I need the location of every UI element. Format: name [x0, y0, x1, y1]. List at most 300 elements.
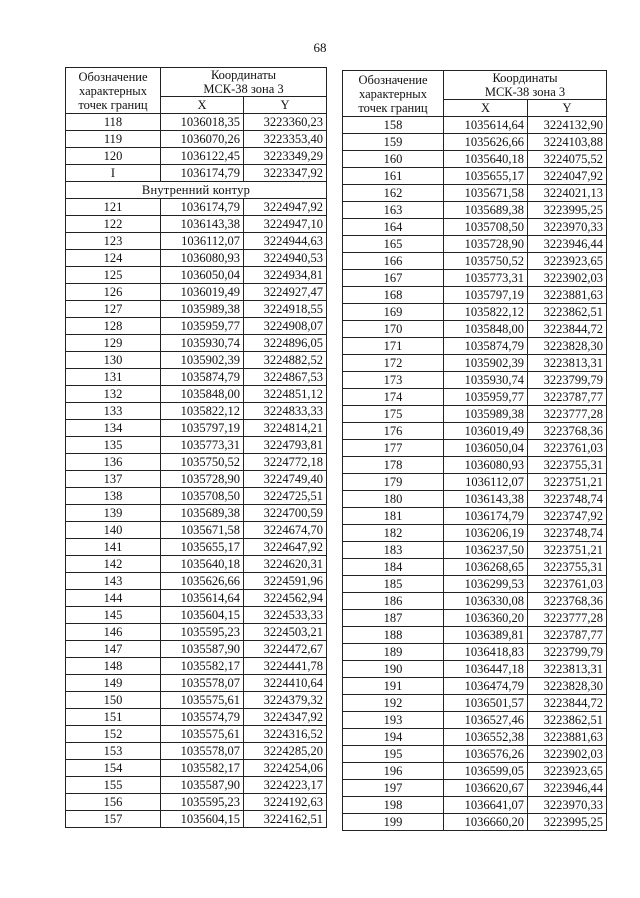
point-id-cell: 172: [343, 355, 444, 372]
table-row: [66, 199, 327, 216]
table-row: [66, 131, 327, 148]
x-coordinate-cell: 1036112,07: [161, 233, 244, 250]
y-coordinate-cell: 3223881,63: [528, 287, 607, 304]
x-coordinate-cell: 1035848,00: [444, 321, 528, 338]
point-id-cell: 133: [66, 403, 161, 420]
table-row: [66, 607, 327, 624]
point-id-cell: 173: [343, 372, 444, 389]
y-coordinate-cell: 3224162,51: [244, 811, 327, 828]
x-coordinate-cell: 1035959,77: [161, 318, 244, 335]
x-coordinate-cell: 1035728,90: [161, 471, 244, 488]
coordinates-column-header: [161, 68, 327, 97]
x-coordinate-cell: 1035989,38: [444, 406, 528, 423]
point-id-cell: 134: [66, 420, 161, 437]
point-id-cell: 155: [66, 777, 161, 794]
point-id-cell: 165: [343, 236, 444, 253]
table-row: [343, 695, 607, 712]
x-coordinate-cell: 1035728,90: [444, 236, 528, 253]
y-coordinate-cell: 3224940,53: [244, 250, 327, 267]
x-coordinate-cell: 1036599,05: [444, 763, 528, 780]
point-id-cell: 169: [343, 304, 444, 321]
table-row: [66, 709, 327, 726]
table-row: [66, 794, 327, 811]
x-coordinate-cell: 1035582,17: [161, 760, 244, 777]
y-coordinate-cell: 3224947,92: [244, 199, 327, 216]
point-id-cell: 126: [66, 284, 161, 301]
point-id-cell: 123: [66, 233, 161, 250]
x-coordinate-cell: 1036122,45: [161, 148, 244, 165]
x-coordinate-cell: 1035626,66: [444, 134, 528, 151]
table-row: [66, 284, 327, 301]
y-coordinate-cell: 3224700,59: [244, 505, 327, 522]
point-id-cell: 174: [343, 389, 444, 406]
y-coordinate-cell: 3223799,79: [528, 372, 607, 389]
y-coordinate-cell: 3224918,55: [244, 301, 327, 318]
x-coordinate-cell: 1036050,04: [161, 267, 244, 284]
table-row: [343, 678, 607, 695]
y-column-header: Y: [244, 97, 327, 114]
table-row: [343, 712, 607, 729]
x-coordinate-cell: 1036019,49: [444, 423, 528, 440]
x-coordinate-cell: 1035587,90: [161, 641, 244, 658]
point-id-cell: 120: [66, 148, 161, 165]
y-coordinate-cell: 3223881,63: [528, 729, 607, 746]
point-id-cell: 168: [343, 287, 444, 304]
point-id-cell: 193: [343, 712, 444, 729]
y-coordinate-cell: 3224867,53: [244, 369, 327, 386]
table-row: [343, 474, 607, 491]
table-row: [343, 542, 607, 559]
point-id-cell: 139: [66, 505, 161, 522]
table-row: [343, 610, 607, 627]
x-coordinate-cell: 1036474,79: [444, 678, 528, 695]
x-coordinate-cell: 1035989,38: [161, 301, 244, 318]
table-row: [66, 658, 327, 675]
x-coordinate-cell: 1036143,38: [444, 491, 528, 508]
y-coordinate-cell: 3223828,30: [528, 678, 607, 695]
x-coordinate-cell: 1036080,93: [161, 250, 244, 267]
table-row: [343, 763, 607, 780]
x-coordinate-cell: 1036552,38: [444, 729, 528, 746]
point-column-header: [343, 71, 444, 117]
x-column-header: X: [444, 100, 528, 117]
coord-header-line1: Координаты: [210, 68, 277, 82]
point-id-cell: 180: [343, 491, 444, 508]
point-header-line1: Обозначение: [358, 72, 428, 87]
y-coordinate-cell: 3224472,67: [244, 641, 327, 658]
x-coordinate-cell: 1035689,38: [161, 505, 244, 522]
y-coordinate-cell: 3224021,13: [528, 185, 607, 202]
x-coordinate-cell: 1036299,53: [444, 576, 528, 593]
table-row: [66, 488, 327, 505]
x-coordinate-cell: 1036576,26: [444, 746, 528, 763]
point-id-cell: 128: [66, 318, 161, 335]
table-row: [343, 287, 607, 304]
table-row: [66, 250, 327, 267]
y-coordinate-cell: 3223970,33: [528, 219, 607, 236]
point-id-cell: 154: [66, 760, 161, 777]
coord-header-line2: МСК-38 зона 3: [484, 85, 566, 99]
x-coordinate-cell: 1035578,07: [161, 743, 244, 760]
point-id-cell: 150: [66, 692, 161, 709]
section-row: [66, 182, 327, 199]
table-row: [343, 134, 607, 151]
table-row: [343, 729, 607, 746]
x-coordinate-cell: 1036174,79: [161, 199, 244, 216]
table-row: [66, 403, 327, 420]
y-coordinate-cell: 3224533,33: [244, 607, 327, 624]
y-coordinate-cell: 3223828,30: [528, 338, 607, 355]
x-coordinate-cell: 1036330,08: [444, 593, 528, 610]
x-coordinate-cell: 1035750,52: [444, 253, 528, 270]
y-coordinate-cell: 3223946,44: [528, 236, 607, 253]
point-id-cell: 124: [66, 250, 161, 267]
point-id-cell: 131: [66, 369, 161, 386]
x-coordinate-cell: 1035614,64: [161, 590, 244, 607]
table-row: [343, 321, 607, 338]
table-row: [343, 304, 607, 321]
table-row: [66, 267, 327, 284]
x-coordinate-cell: 1035902,39: [444, 355, 528, 372]
table-row: [343, 202, 607, 219]
x-coordinate-cell: 1035930,74: [161, 335, 244, 352]
x-coordinate-cell: 1036237,50: [444, 542, 528, 559]
x-coordinate-cell: 1036660,20: [444, 814, 528, 831]
x-coordinate-cell: 1036641,07: [444, 797, 528, 814]
point-id-cell: 145: [66, 607, 161, 624]
table-row: [343, 627, 607, 644]
point-id-cell: 190: [343, 661, 444, 678]
page-number: 68: [313, 40, 327, 55]
table-row: [343, 661, 607, 678]
y-coordinate-cell: 3224647,92: [244, 539, 327, 556]
point-id-cell: 189: [343, 644, 444, 661]
y-coordinate-cell: 3224944,63: [244, 233, 327, 250]
y-coordinate-cell: 3224254,06: [244, 760, 327, 777]
table-row: [343, 389, 607, 406]
coordinates-table-left: [65, 67, 327, 828]
point-id-cell: 167: [343, 270, 444, 287]
table-row: [66, 216, 327, 233]
y-coordinate-cell: 3224674,70: [244, 522, 327, 539]
x-coordinate-cell: 1035587,90: [161, 777, 244, 794]
point-id-cell: 140: [66, 522, 161, 539]
y-coordinate-cell: 3223844,72: [528, 695, 607, 712]
y-coordinate-cell: 3223748,74: [528, 525, 607, 542]
y-coordinate-cell: 3224047,92: [528, 168, 607, 185]
point-id-cell: 143: [66, 573, 161, 590]
y-column-header: Y: [528, 100, 607, 117]
table-row: [66, 556, 327, 573]
section-label: Внутренний контур: [66, 182, 327, 199]
table-row: [66, 471, 327, 488]
table-row: [343, 746, 607, 763]
table-row: [343, 559, 607, 576]
point-id-cell: 187: [343, 610, 444, 627]
point-id-cell: 175: [343, 406, 444, 423]
y-coordinate-cell: 3223349,29: [244, 148, 327, 165]
y-coordinate-cell: 3224947,10: [244, 216, 327, 233]
table-row: [66, 743, 327, 760]
point-id-cell: 176: [343, 423, 444, 440]
y-coordinate-cell: 3224814,21: [244, 420, 327, 437]
y-coordinate-cell: 3223923,65: [528, 763, 607, 780]
x-coordinate-cell: 1035930,74: [444, 372, 528, 389]
point-id-cell: 192: [343, 695, 444, 712]
y-coordinate-cell: 3224410,64: [244, 675, 327, 692]
x-coordinate-cell: 1036080,93: [444, 457, 528, 474]
x-coordinate-cell: 1035640,18: [444, 151, 528, 168]
y-coordinate-cell: 3223902,03: [528, 746, 607, 763]
table-row: [343, 406, 607, 423]
x-coordinate-cell: 1035655,17: [444, 168, 528, 185]
y-coordinate-cell: 3223946,44: [528, 780, 607, 797]
x-coordinate-cell: 1036070,26: [161, 131, 244, 148]
point-id-cell: 144: [66, 590, 161, 607]
y-coordinate-cell: 3223787,77: [528, 627, 607, 644]
point-id-cell: 196: [343, 763, 444, 780]
y-coordinate-cell: 3224103,88: [528, 134, 607, 151]
table-row: [343, 117, 607, 134]
y-coordinate-cell: 3224851,12: [244, 386, 327, 403]
left-table-body: [66, 114, 327, 828]
point-id-cell: 153: [66, 743, 161, 760]
y-coordinate-cell: 3223777,28: [528, 610, 607, 627]
x-coordinate-cell: 1036019,49: [161, 284, 244, 301]
point-id-cell: 137: [66, 471, 161, 488]
x-coordinate-cell: 1035822,12: [161, 403, 244, 420]
point-id-cell: 194: [343, 729, 444, 746]
y-coordinate-cell: 3223813,31: [528, 355, 607, 372]
point-id-cell: I: [66, 165, 161, 182]
y-coordinate-cell: 3223862,51: [528, 712, 607, 729]
x-coordinate-cell: 1035708,50: [444, 219, 528, 236]
y-coordinate-cell: 3223777,28: [528, 406, 607, 423]
table-row: [66, 777, 327, 794]
y-coordinate-cell: 3224503,21: [244, 624, 327, 641]
x-coordinate-cell: 1036050,04: [444, 440, 528, 457]
y-coordinate-cell: 3224223,17: [244, 777, 327, 794]
y-coordinate-cell: 3224441,78: [244, 658, 327, 675]
y-coordinate-cell: 3223923,65: [528, 253, 607, 270]
x-coordinate-cell: 1036527,46: [444, 712, 528, 729]
table-row: [66, 233, 327, 250]
table-row: [343, 508, 607, 525]
table-row: [66, 352, 327, 369]
x-coordinate-cell: 1035750,52: [161, 454, 244, 471]
x-coordinate-cell: 1036501,57: [444, 695, 528, 712]
table-row: [66, 505, 327, 522]
x-coordinate-cell: 1035595,23: [161, 794, 244, 811]
table-row: [343, 236, 607, 253]
coord-header-line2: МСК-38 зона 3: [203, 82, 284, 96]
point-id-cell: 179: [343, 474, 444, 491]
table-row: [66, 454, 327, 471]
table-row: [66, 148, 327, 165]
point-id-cell: 136: [66, 454, 161, 471]
point-id-cell: 177: [343, 440, 444, 457]
table-row: [66, 522, 327, 539]
x-coordinate-cell: 1036018,35: [161, 114, 244, 131]
table-row: [343, 253, 607, 270]
table-row: [66, 318, 327, 335]
point-id-cell: 118: [66, 114, 161, 131]
point-id-cell: 161: [343, 168, 444, 185]
point-column-header: [66, 68, 161, 114]
y-coordinate-cell: 3223751,21: [528, 474, 607, 491]
point-id-cell: 159: [343, 134, 444, 151]
table-row: [343, 372, 607, 389]
y-coordinate-cell: 3223799,79: [528, 644, 607, 661]
point-id-cell: 178: [343, 457, 444, 474]
x-coordinate-cell: 1035773,31: [444, 270, 528, 287]
x-coordinate-cell: 1035773,31: [161, 437, 244, 454]
y-coordinate-cell: 3223995,25: [528, 814, 607, 831]
table-row: [66, 539, 327, 556]
x-coordinate-cell: 1035671,58: [161, 522, 244, 539]
table-row: [66, 760, 327, 777]
x-coordinate-cell: 1035614,64: [444, 117, 528, 134]
x-coordinate-cell: 1036447,18: [444, 661, 528, 678]
table-row: [66, 675, 327, 692]
right-table-body: [343, 117, 607, 831]
x-coordinate-cell: 1035874,79: [161, 369, 244, 386]
y-coordinate-cell: 3223755,31: [528, 457, 607, 474]
point-id-cell: 160: [343, 151, 444, 168]
table-row: [343, 797, 607, 814]
y-coordinate-cell: 3223360,23: [244, 114, 327, 131]
point-id-cell: 127: [66, 301, 161, 318]
table-row: [343, 151, 607, 168]
table-row: [343, 491, 607, 508]
y-coordinate-cell: 3223768,36: [528, 423, 607, 440]
point-id-cell: 166: [343, 253, 444, 270]
y-coordinate-cell: 3223755,31: [528, 559, 607, 576]
table-row: [66, 335, 327, 352]
x-coordinate-cell: 1035582,17: [161, 658, 244, 675]
y-coordinate-cell: 3223995,25: [528, 202, 607, 219]
x-coordinate-cell: 1036143,38: [161, 216, 244, 233]
table-row: [66, 165, 327, 182]
table-row: [66, 437, 327, 454]
y-coordinate-cell: 3223768,36: [528, 593, 607, 610]
point-id-cell: 199: [343, 814, 444, 831]
y-coordinate-cell: 3224908,07: [244, 318, 327, 335]
point-header-line1: Обозначение: [78, 69, 148, 84]
x-coordinate-cell: 1035797,19: [444, 287, 528, 304]
point-id-cell: 186: [343, 593, 444, 610]
point-id-cell: 149: [66, 675, 161, 692]
table-row: [66, 641, 327, 658]
y-coordinate-cell: 3224896,05: [244, 335, 327, 352]
table-row: [66, 692, 327, 709]
point-id-cell: 130: [66, 352, 161, 369]
y-coordinate-cell: 3224927,47: [244, 284, 327, 301]
y-coordinate-cell: 3223747,92: [528, 508, 607, 525]
x-coordinate-cell: 1035902,39: [161, 352, 244, 369]
y-coordinate-cell: 3223787,77: [528, 389, 607, 406]
x-coordinate-cell: 1036112,07: [444, 474, 528, 491]
table-row: [66, 624, 327, 641]
y-coordinate-cell: 3224833,33: [244, 403, 327, 420]
point-id-cell: 125: [66, 267, 161, 284]
table-row: [343, 338, 607, 355]
point-id-cell: 135: [66, 437, 161, 454]
point-id-cell: 188: [343, 627, 444, 644]
x-coordinate-cell: 1035578,07: [161, 675, 244, 692]
y-coordinate-cell: 3224075,52: [528, 151, 607, 168]
y-coordinate-cell: 3224620,31: [244, 556, 327, 573]
point-id-cell: 191: [343, 678, 444, 695]
x-coordinate-cell: 1035604,15: [161, 811, 244, 828]
x-coordinate-cell: 1036389,81: [444, 627, 528, 644]
point-id-cell: 162: [343, 185, 444, 202]
table-row: [343, 576, 607, 593]
table-row: [66, 811, 327, 828]
point-id-cell: 151: [66, 709, 161, 726]
table-row: [343, 185, 607, 202]
point-id-cell: 132: [66, 386, 161, 403]
x-coordinate-cell: 1035575,61: [161, 726, 244, 743]
x-coordinate-cell: 1035640,18: [161, 556, 244, 573]
point-header-line2: характерных: [359, 86, 427, 101]
table-row: [66, 573, 327, 590]
table-row: [66, 114, 327, 131]
y-coordinate-cell: 3224772,18: [244, 454, 327, 471]
coordinates-column-header: [444, 71, 607, 100]
y-coordinate-cell: 3224591,96: [244, 573, 327, 590]
y-coordinate-cell: 3223970,33: [528, 797, 607, 814]
y-coordinate-cell: 3224725,51: [244, 488, 327, 505]
y-coordinate-cell: 3224379,32: [244, 692, 327, 709]
y-coordinate-cell: 3223353,40: [244, 131, 327, 148]
x-coordinate-cell: 1036206,19: [444, 525, 528, 542]
x-coordinate-cell: 1035655,17: [161, 539, 244, 556]
table-row: [66, 386, 327, 403]
x-coordinate-cell: 1035595,23: [161, 624, 244, 641]
point-id-cell: 119: [66, 131, 161, 148]
y-coordinate-cell: 3224316,52: [244, 726, 327, 743]
point-id-cell: 148: [66, 658, 161, 675]
table-row: [343, 780, 607, 797]
point-id-cell: 198: [343, 797, 444, 814]
y-coordinate-cell: 3224749,40: [244, 471, 327, 488]
point-header-line2: характерных: [79, 83, 147, 98]
x-coordinate-cell: 1036174,79: [161, 165, 244, 182]
table-row: [343, 168, 607, 185]
point-id-cell: 152: [66, 726, 161, 743]
y-coordinate-cell: 3223347,92: [244, 165, 327, 182]
y-coordinate-cell: 3223751,21: [528, 542, 607, 559]
point-id-cell: 138: [66, 488, 161, 505]
table-row: [343, 525, 607, 542]
point-id-cell: 158: [343, 117, 444, 134]
y-coordinate-cell: 3223902,03: [528, 270, 607, 287]
x-coordinate-cell: 1035874,79: [444, 338, 528, 355]
y-coordinate-cell: 3223862,51: [528, 304, 607, 321]
y-coordinate-cell: 3224347,92: [244, 709, 327, 726]
x-coordinate-cell: 1035708,50: [161, 488, 244, 505]
table-row: [66, 301, 327, 318]
y-coordinate-cell: 3223748,74: [528, 491, 607, 508]
y-coordinate-cell: 3224882,52: [244, 352, 327, 369]
point-id-cell: 181: [343, 508, 444, 525]
table-row: [66, 420, 327, 437]
x-coordinate-cell: 1035822,12: [444, 304, 528, 321]
point-id-cell: 195: [343, 746, 444, 763]
point-id-cell: 121: [66, 199, 161, 216]
point-id-cell: 197: [343, 780, 444, 797]
